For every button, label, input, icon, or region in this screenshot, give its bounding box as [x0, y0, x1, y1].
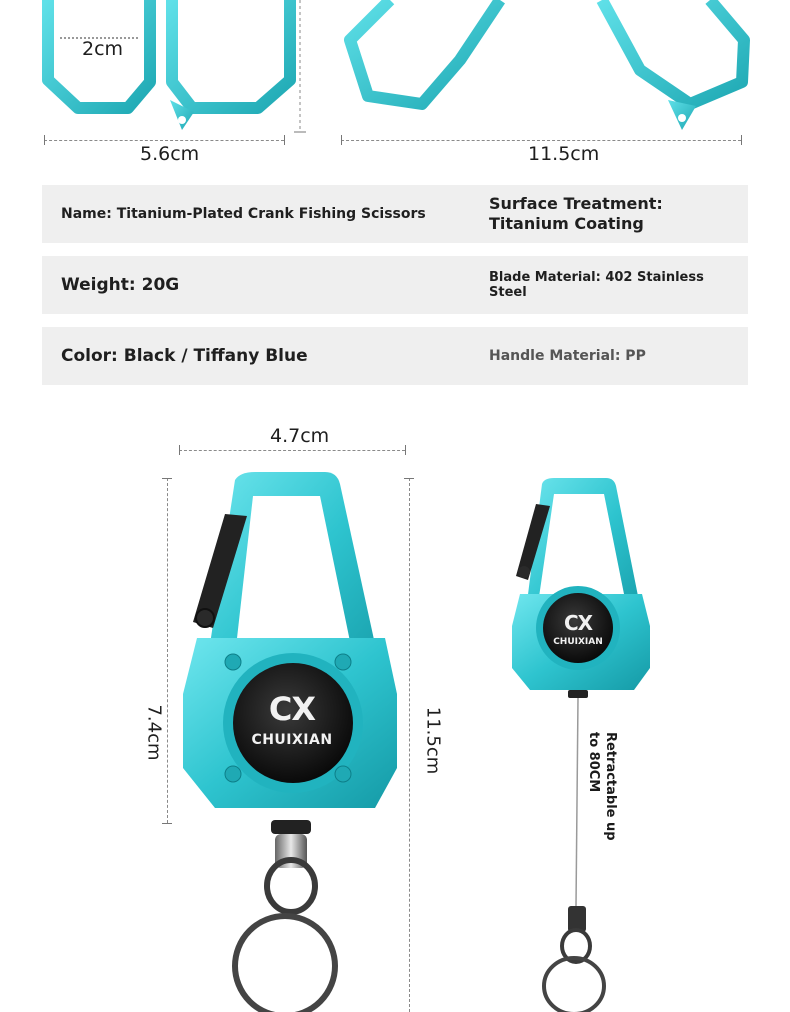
total-height-dimension-line [409, 478, 410, 1012]
retract-note-line2: to 80CM [586, 732, 601, 793]
spec-row-color [42, 327, 748, 385]
body-height-dimension-line [167, 478, 168, 823]
spec-row-name [42, 185, 748, 243]
spec-weight: Weight: 20G [61, 275, 180, 295]
brand-logo-mark-large: CX [268, 690, 316, 728]
spec-name: Name: Titanium-Plated Crank Fishing Scissors [61, 206, 426, 222]
dimension-tick [284, 135, 285, 145]
dimension-tick [405, 445, 406, 455]
spec-handle-material: Handle Material: PP [489, 348, 646, 364]
retractor-small-image [506, 476, 656, 1012]
open-length-label: 11.5cm [528, 143, 600, 165]
dimension-tick [44, 135, 45, 145]
spec-row-weight [42, 256, 748, 314]
retractor-width-dimension-line [179, 450, 405, 451]
dimension-tick [179, 445, 180, 455]
spec-color: Color: Black / Tiffany Blue [61, 346, 308, 366]
retractor-width-label: 4.7cm [270, 425, 330, 447]
inner-width-label: 2cm [82, 38, 124, 60]
spec-blade-material: Blade Material: 402 Stainless Steel [489, 270, 704, 300]
folded-width-label: 5.6cm [140, 143, 200, 165]
scissors-folded-image [0, 0, 320, 140]
scissors-open-image [330, 0, 760, 140]
dimension-tick [404, 478, 414, 479]
brand-name-large: CHUIXIAN [251, 732, 333, 748]
brand-name-small: CHUIXIAN [553, 637, 603, 647]
body-height-label: 7.4cm [143, 704, 165, 761]
retract-note-line1: Retractable up [603, 732, 618, 841]
dimension-tick [341, 135, 342, 145]
dimension-tick [162, 823, 172, 824]
dimension-tick [162, 478, 172, 479]
total-height-label: 11.5cm [422, 706, 444, 775]
spec-surface-treatment: Surface Treatment: Titanium Coating [489, 194, 663, 233]
dimension-tick [741, 135, 742, 145]
open-length-dimension-line [341, 140, 741, 141]
brand-logo-mark-small: CX [563, 611, 593, 635]
folded-width-dimension-line [44, 140, 284, 141]
